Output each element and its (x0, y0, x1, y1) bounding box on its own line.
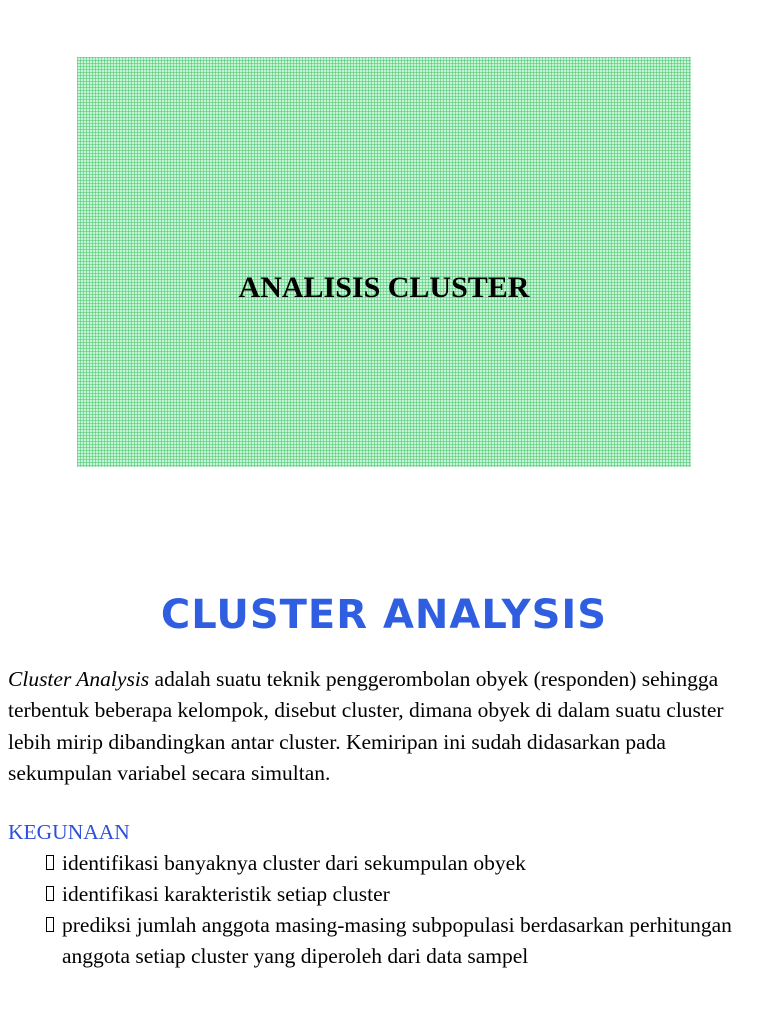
box-bullet-icon (46, 917, 54, 932)
uses-label: KEGUNAAN (8, 820, 130, 844)
use-item-1 (44, 848, 764, 879)
definition-term: Cluster Analysis (8, 667, 150, 691)
use-item-text: identifikasi banyaknya cluster dari sekumpulan obyek (62, 851, 526, 875)
definition-text: adalah suatu teknik penggerombolan obyek (responden) sehingga terbentuk beberapa kelompok, disebut cluster, dimana obyek di dalam suatu cluster lebih mirip dibandingkan antar cluster. Kemiripan ini sudah didasarkan pada sekumpulan variabel secara simultan. (8, 667, 724, 785)
title-slide-heading: ANALISIS CLUSTER (238, 271, 530, 304)
uses-list (44, 848, 764, 972)
definition-paragraph (8, 664, 764, 789)
title-slide (77, 57, 691, 467)
box-bullet-icon (46, 855, 54, 870)
use-item-3 (44, 910, 764, 972)
section-heading: CLUSTER ANALYSIS (160, 592, 608, 638)
use-item-2 (44, 879, 764, 910)
use-item-text: identifikasi karakteristik setiap cluster (62, 882, 390, 906)
box-bullet-icon (46, 886, 54, 901)
use-item-text: prediksi jumlah anggota masing-masing subpopulasi berdasarkan perhitungan anggota setiap cluster yang diperoleh dari data sampel (62, 913, 732, 968)
